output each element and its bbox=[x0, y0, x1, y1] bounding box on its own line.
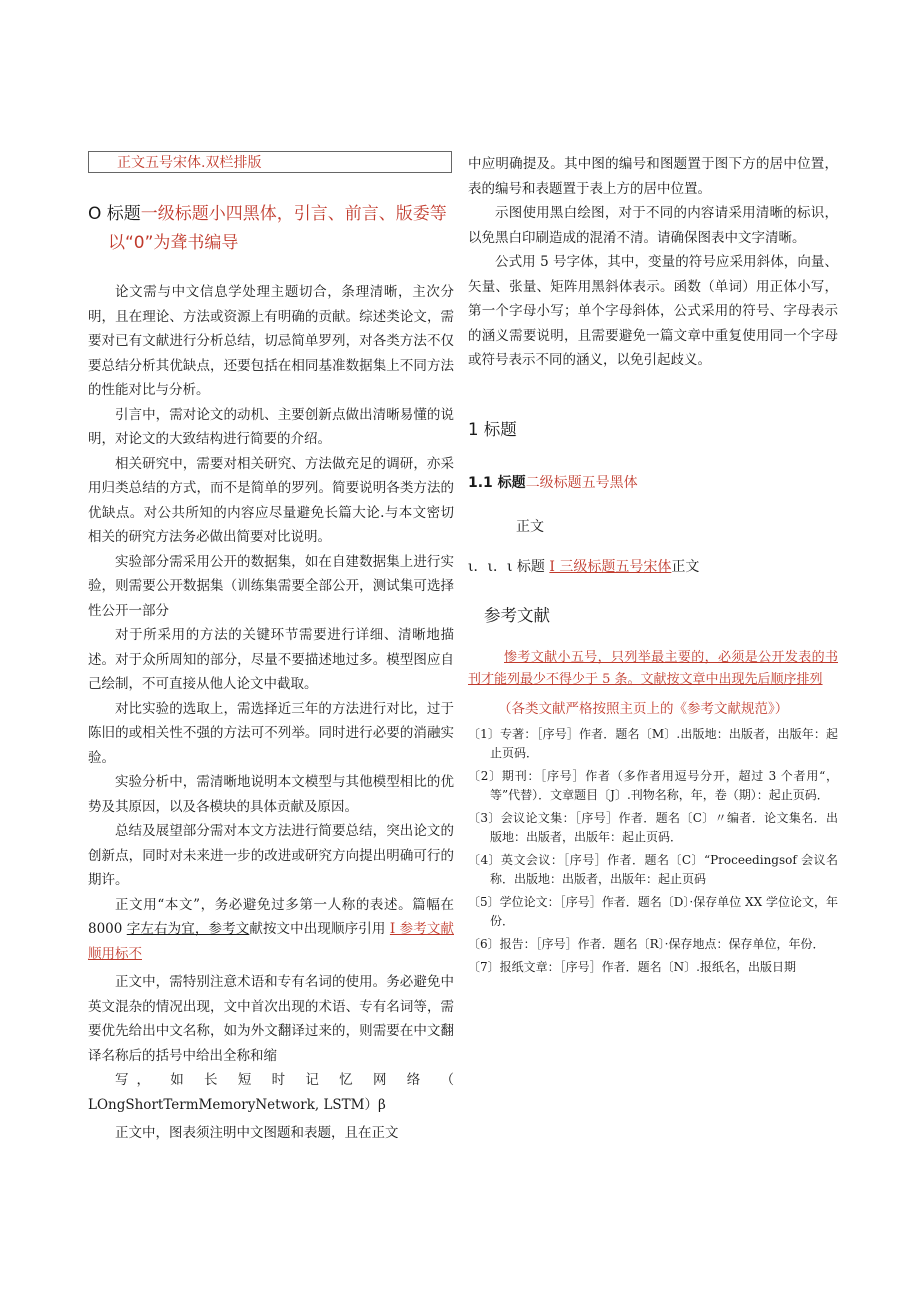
paragraph-10-spread: 写， 如 长 短 时 记 忆 网 络 （ bbox=[115, 1072, 454, 1088]
body-label: 正文 bbox=[516, 518, 544, 535]
heading-red-line-2: 以“0”为聋书编导 bbox=[108, 233, 239, 253]
paragraph-9-b: 字左右为宜，参考文 bbox=[126, 921, 250, 937]
reference-item: 〔4〕英文会议：［序号］作者．题名〔C〕“Proceedingsof 会议名称．出版地：出版者，出版年：起止页码 bbox=[468, 852, 838, 886]
paragraph-8: 总结及展望部分需对本文方法进行简要总结，突出论文的创新点，同时对未来进一步的改进或研究方向提出明确可行的期许。 bbox=[88, 823, 454, 888]
section-1-1-1-prefix: ι．ι．ι 标题 bbox=[468, 558, 550, 575]
section-1-heading: 1 标题 bbox=[468, 419, 517, 439]
reference-item: 〔5〕学位论文：［序号］作者．题名〔D〕·保存单位 XX 学位论文，年份． bbox=[468, 894, 838, 928]
right-paragraph-2: 示图使用黑白绘图，对于不同的内容请采用清晰的标识，以免黑白印刷造成的混淆不清。请确保图表中文字清晰。 bbox=[468, 205, 838, 246]
references-note: 惨考文献小五号，只列举最主要的，必须是公开发表的书刊才能列最少不得少于 5 条。文献按文章中出现先后顺序排列 bbox=[468, 649, 838, 687]
heading-red-line-1: 一级标题小四黑体，引言、前言、版委等 bbox=[140, 204, 447, 224]
paragraph-10-a: 正文中，需特别注意术语和专有名词的使用。务必避免中英文混杂的情况出现，文中首次出现的术语、专有名词等，需要优先给出中文名称，如为外文翻译过来的，则需要在中文翻译名称后的括号中给出全称和缩 bbox=[88, 974, 454, 1064]
references-note-2: （各类文献严格按照主页上的《参考文献规范》） bbox=[498, 700, 789, 717]
paragraph-9 bbox=[88, 893, 454, 967]
paragraph-9-a: 正文用“本文”，务必避免过多第一人称的表述。篇幅在 8000 bbox=[88, 896, 454, 937]
left-column bbox=[88, 200, 454, 1146]
right-paragraph-1: 中应明确提及。其中图的编号和图题置于图下方的居中位置，表的编号和表题置于表上方的居中位置。 bbox=[468, 156, 838, 197]
section-1-1-note: 二级标题五号黑体 bbox=[525, 474, 638, 491]
format-note-text: 正文五号宋体.双栏排版 bbox=[117, 155, 262, 171]
reference-item: 〔2〕期刊：［序号］作者（多作者用逗号分开，超过 3 个者用“，等”代替）．文章题目〔J〕.刊物名称，年，卷（期）：起止页码． bbox=[468, 768, 838, 802]
reference-item: 〔3〕会议论文集：［序号］作者．题名〔C〕〃编者．论文集名．出版地：出版者，出版年：起止页码． bbox=[468, 810, 838, 844]
paragraph-5: 对于所采用的方法的关键环节需要进行详细、清晰地描述。对于众所周知的部分，尽量不要描述地过多。模型图应自己绘制，不可直接从他人论文中截取。 bbox=[88, 627, 454, 692]
reference-item: 〔7〕报纸文章：［序号］作者．题名〔N〕.报纸名，出版日期 bbox=[468, 959, 796, 974]
paragraph-10-lstm: LOngShortTermMemoryNetwork, LSTM）β bbox=[88, 1096, 386, 1113]
section-1-1-1-note: I 三级标题五号宋体 bbox=[549, 558, 672, 575]
paragraph-2: 引言中，需对论文的动机、主要创新点做出清晰易懂的说明，对论文的大致结构进行简要的介绍。 bbox=[88, 406, 454, 447]
citation-note: I 参考文献顺用标不 bbox=[88, 921, 454, 962]
reference-item: 〔6〕报告：［序号］作者．题名〔R〕·保存地点：保存单位，年份． bbox=[468, 936, 825, 951]
section-0-heading bbox=[88, 200, 454, 258]
paragraph-7: 实验分析中，需清晰地说明本文模型与其他模型相比的优势及其原因，以及各模块的具体贡献及原因。 bbox=[88, 774, 454, 815]
paragraph-9-c: 献按文中出现顺序引用 bbox=[249, 921, 390, 937]
format-note-box bbox=[88, 151, 452, 173]
heading-prefix: O 标题 bbox=[88, 204, 141, 224]
references-title: 参考文献 bbox=[484, 605, 550, 625]
paragraph-10 bbox=[88, 970, 454, 1068]
reference-item: 〔1〕专著：［序号］作者．题名〔M〕.出版地：出版者，出版年：起止页码． bbox=[468, 726, 838, 760]
paragraph-6: 对比实验的选取上，需选择近三年的方法进行对比，过于陈旧的或相关性不强的方法可不列举。同时进行必要的消融实验。 bbox=[88, 700, 454, 766]
section-1-1-number: 1.1 标题 bbox=[468, 474, 526, 491]
section-1-1-heading bbox=[468, 471, 838, 495]
paragraph-3: 相关研究中，需要对相关研究、方法做充足的调研，亦采用归类总结的方式，而不是简单的罗列。简要说明各类方法的优缺点。对公共所知的内容应尽量避免长篇大论.与本文密切相关的研究方法务必做出简要对比说明。 bbox=[88, 455, 454, 545]
paragraph-11: 正文中，图表须注明中文图题和表题，且在正文 bbox=[115, 1125, 399, 1141]
paragraph-1: 论文需与中文信息学处理主题切合，条理清晰，主次分明，且在理论、方法或资源上有明确的贡献。综述类论文，需要对已有文献进行分析总结，切忌简单罗列，对各类方法不仅要总结分析其优缺点，还要包括在相同基准数据集上不同方法的性能对比与分析。 bbox=[88, 284, 454, 398]
section-1-1-1-suffix: 正文 bbox=[671, 558, 700, 575]
section-1-1-1-heading bbox=[468, 555, 838, 579]
paragraph-4: 实验部分需采用公开的数据集，如在自建数据集上进行实验，则需要公开数据集（训练集需要全部公开，测试集可选择性公开一部分 bbox=[88, 553, 454, 619]
right-column bbox=[468, 152, 838, 981]
right-paragraph-3: 公式用 5 号字体，其中，变量的符号应采用斜体，向量、矢量、张量、矩阵用黑斜体表示。函数（单词）用正体小写，第一个字母小写；单个字母斜体，公式采用的符号、字母表示的涵义需要说明，且需要避免一篇文章中重复使用同一个字母或符号表示不同的涵义，以免引起歧义。 bbox=[468, 254, 838, 368]
